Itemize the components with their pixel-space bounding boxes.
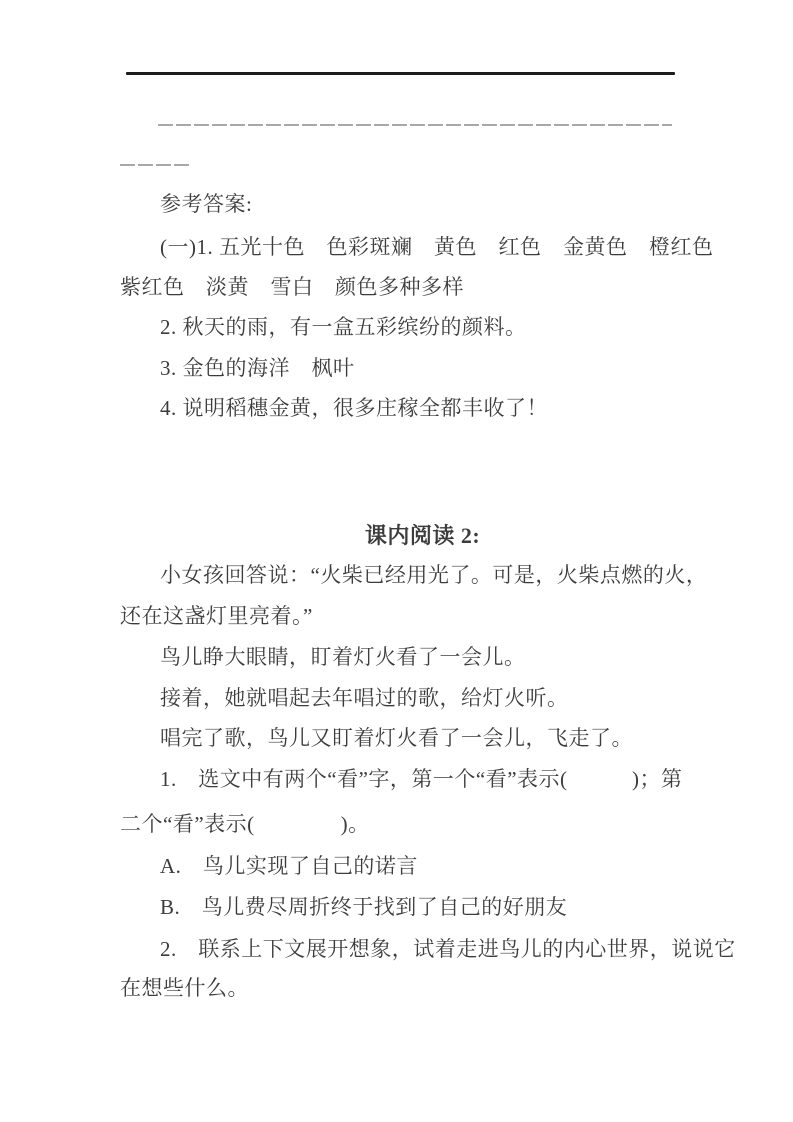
question1-option-a: A. 鸟儿实现了自己的诺言 [160, 854, 418, 878]
answers-item1-line1: (一)1. 五光十色 色彩斑斓 黄色 红色 金黄色 橙红色 [160, 235, 714, 259]
question1-option-b: B. 鸟儿费尽周折终于找到了自己的好朋友 [160, 895, 568, 919]
reading-para4: 唱完了歌，鸟儿又盯着灯火看了一会儿，飞走了。 [160, 726, 633, 750]
reading-section-title: 课内阅读 2: [364, 523, 481, 548]
reading-para2: 鸟儿睁大眼睛，盯着灯火看了一会儿。 [160, 645, 526, 669]
question1-line2: 二个“看”表示( )。 [120, 812, 370, 836]
question2-line2: 在想些什么。 [120, 976, 249, 1000]
answer-blank-rule-solid [126, 72, 675, 75]
reading-para1-line1: 小女孩回答说：“火柴已经用光了。可是，火柴点燃的火， [160, 563, 708, 587]
answers-item3: 3. 金色的海洋 枫叶 [160, 356, 355, 380]
question1-line1: 1. 选文中有两个“看”字，第一个“看”表示( )；第 [160, 767, 683, 791]
answers-item1-line2: 紫红色 淡黄 雪白 颜色多种多样 [120, 275, 464, 299]
reading-para1-line2: 还在这盏灯里亮着。” [120, 604, 313, 628]
question2-line1: 2. 联系上下文展开想象，试着走进鸟儿的内心世界，说说它 [160, 937, 736, 961]
answer-blank-rule-short [120, 164, 190, 166]
answers-heading: 参考答案: [160, 192, 253, 216]
answer-blank-rule-dashed [158, 124, 672, 126]
answers-item2: 2. 秋天的雨，有一盒五彩缤纷的颜料。 [160, 315, 527, 339]
answers-item4: 4. 说明稻穗金黄，很多庄稼全都丰收了！ [160, 396, 548, 420]
reading-para3: 接着，她就唱起去年唱过的歌，给灯火听。 [160, 686, 569, 710]
